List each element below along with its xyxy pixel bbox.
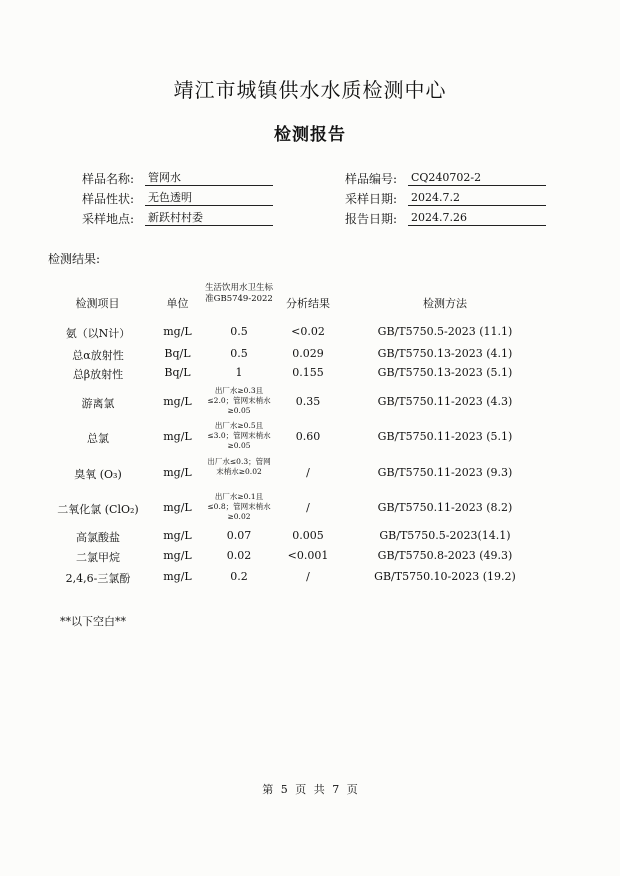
- row-item: 游离氯: [81, 397, 115, 410]
- row-method: GB/T5750.10-2023 (19.2): [374, 570, 516, 583]
- row-unit: mg/L: [163, 501, 192, 514]
- row-unit: mg/L: [163, 549, 192, 562]
- header-unit: 单位: [166, 297, 189, 310]
- row-standard: 出厂水≥0.3且≤2.0；管网末梢水≥0.05: [207, 386, 271, 415]
- row-unit: mg/L: [163, 325, 192, 338]
- sampling-date-value: 2024.7.2: [408, 190, 546, 206]
- row-method: GB/T5750.13-2023 (5.1): [377, 366, 513, 379]
- row-standard: 出厂水≥0.1且≤0.8；管网末梢水≥0.02: [207, 492, 271, 521]
- row-unit: mg/L: [163, 570, 192, 583]
- row-method: GB/T5750.8-2023 (49.3): [377, 549, 513, 562]
- sampling-site-value: 新跃村村委: [145, 210, 273, 226]
- sample-state-label: 样品性状:: [82, 192, 135, 206]
- header-item: 检测项目: [75, 297, 120, 310]
- organization-name: 靖江市城镇供水水质检测中心: [173, 78, 447, 102]
- row-result: <0.001: [287, 549, 329, 562]
- row-result: /: [306, 570, 310, 583]
- header-result: 分析结果: [286, 297, 330, 310]
- report-date-label: 报告日期:: [345, 212, 398, 226]
- row-method: GB/T5750.13-2023 (4.1): [377, 347, 513, 360]
- row-standard: 0.5: [230, 347, 248, 360]
- row-standard: 出厂水≤0.3；管网末梢水≥0.02: [207, 457, 271, 476]
- row-item: 二氧化氯 (ClO₂): [57, 503, 139, 516]
- blank-note: **以下空白**: [60, 615, 126, 628]
- sample-name-label: 样品名称:: [82, 172, 135, 186]
- sampling-site-label: 采样地点:: [82, 212, 135, 226]
- sampling-date-label: 采样日期:: [345, 192, 398, 206]
- row-item: 二氯甲烷: [76, 551, 120, 564]
- sample-state-value: 无色透明: [145, 190, 273, 206]
- row-item: 总α放射性: [72, 349, 124, 362]
- row-result: 0.005: [292, 529, 324, 542]
- row-result: 0.35: [295, 395, 321, 408]
- row-standard: 0.07: [226, 529, 252, 542]
- row-standard: 0.02: [226, 549, 252, 562]
- sample-no-value: CQ240702-2: [408, 170, 546, 186]
- row-unit: mg/L: [163, 529, 192, 542]
- row-result: /: [306, 501, 310, 514]
- report-date-value: 2024.7.26: [408, 210, 546, 226]
- row-result: 0.155: [292, 366, 324, 379]
- row-unit: Bq/L: [164, 347, 191, 360]
- row-result: /: [306, 466, 310, 479]
- row-item: 2,4,6-三氯酚: [65, 572, 131, 585]
- results-label: 检测结果:: [48, 252, 101, 266]
- header-method: 检测方法: [423, 297, 467, 310]
- row-unit: mg/L: [163, 466, 192, 479]
- row-result: <0.02: [291, 325, 325, 338]
- pagination: 第 5 页 共 7 页: [262, 783, 358, 796]
- row-item: 总β放射性: [72, 368, 124, 381]
- row-standard: 0.5: [230, 325, 248, 338]
- row-item: 氨（以N计）: [65, 327, 131, 340]
- row-unit: Bq/L: [164, 366, 191, 379]
- row-item: 总氯: [87, 432, 109, 445]
- row-result: 0.60: [295, 430, 321, 443]
- row-item: 臭氧 (O₃): [74, 468, 122, 481]
- row-method: GB/T5750.5-2023 (11.1): [377, 325, 513, 338]
- row-standard: 0.2: [230, 570, 248, 583]
- row-unit: mg/L: [163, 430, 192, 443]
- row-method: GB/T5750.5-2023(14.1): [379, 529, 511, 542]
- sample-no-label: 样品编号:: [345, 172, 398, 186]
- row-method: GB/T5750.11-2023 (9.3): [377, 466, 513, 479]
- header-standard: 生活饮用水卫生标准GB5749-2022: [205, 283, 274, 304]
- row-standard: 出厂水≥0.5且≤3.0；管网末梢水≥0.05: [207, 421, 271, 450]
- row-unit: mg/L: [163, 395, 192, 408]
- row-method: GB/T5750.11-2023 (5.1): [377, 430, 513, 443]
- row-method: GB/T5750.11-2023 (4.3): [377, 395, 513, 408]
- row-standard: 1: [235, 366, 243, 379]
- row-result: 0.029: [292, 347, 324, 360]
- row-method: GB/T5750.11-2023 (8.2): [377, 501, 513, 514]
- report-title: 检测报告: [274, 125, 346, 145]
- sample-name-value: 管网水: [145, 170, 273, 186]
- row-item: 高氯酸盐: [76, 531, 120, 544]
